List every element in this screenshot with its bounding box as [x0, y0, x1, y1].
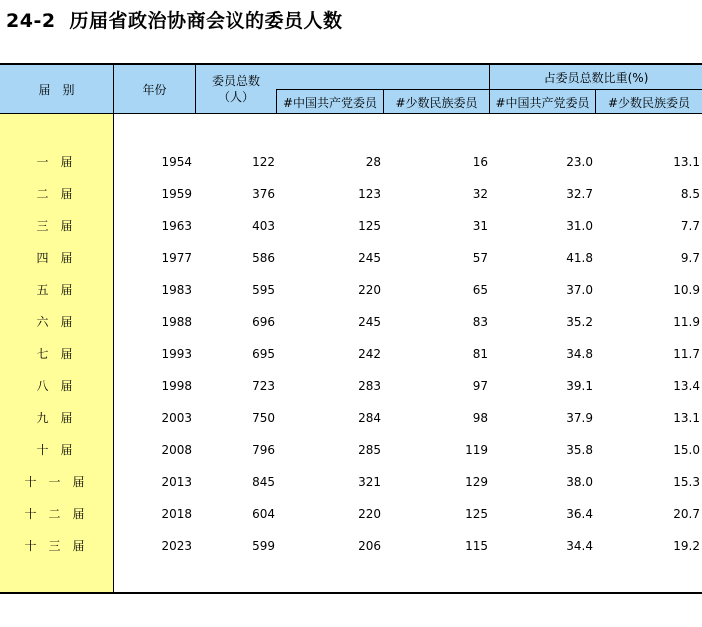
- header-share-label: 占委员总数比重(%): [543, 70, 649, 85]
- bottom-rule: [0, 592, 702, 594]
- term-cell: 十二届: [24, 507, 97, 521]
- divider: [383, 90, 384, 114]
- minority-cell: 57: [472, 251, 488, 265]
- term-cell: 十届: [36, 443, 85, 457]
- cpc-pct-cell: 34.8: [566, 347, 593, 361]
- total-cell: 845: [252, 475, 275, 489]
- cpc-pct-cell: 41.8: [566, 251, 593, 265]
- cpc-cell: 242: [358, 347, 381, 361]
- cpc-pct-cell: 37.9: [566, 411, 593, 425]
- divider: [276, 89, 702, 90]
- minority-pct-cell: 7.7: [680, 219, 700, 233]
- header-cpc-pct-label: #中国共产党委员: [495, 95, 590, 110]
- table-title: 历届省政治协商会议的委员人数: [69, 10, 343, 32]
- table-row: [0, 370, 702, 402]
- header-share-group: [490, 65, 702, 89]
- table-row: [0, 338, 702, 370]
- cpc-cell: 220: [358, 283, 381, 297]
- minority-pct-cell: 8.5: [680, 187, 700, 201]
- cpc-cell: 245: [358, 251, 381, 265]
- divider: [195, 65, 196, 114]
- term-cell: 八届: [36, 379, 85, 393]
- total-cell: 696: [252, 315, 275, 329]
- year-cell: 2003: [161, 411, 192, 425]
- cpc-cell: 206: [358, 539, 381, 553]
- cpc-pct-cell: 31.0: [566, 219, 593, 233]
- year-cell: 1954: [161, 155, 192, 169]
- total-cell: 599: [252, 539, 275, 553]
- header-total: [196, 69, 276, 109]
- table-row: [0, 498, 702, 530]
- cpc-cell: 245: [358, 315, 381, 329]
- cpc-cell: 283: [358, 379, 381, 393]
- header-term-label: 届 别: [38, 83, 75, 97]
- cpc-cell: 321: [358, 475, 381, 489]
- table-number: 24-2: [6, 10, 56, 32]
- year-cell: 1959: [161, 187, 192, 201]
- minority-cell: 98: [472, 411, 488, 425]
- total-cell: 723: [252, 379, 275, 393]
- minority-pct-cell: 11.9: [673, 315, 700, 329]
- minority-cell: 129: [465, 475, 488, 489]
- cpc-pct-cell: 23.0: [566, 155, 593, 169]
- year-cell: 2013: [161, 475, 192, 489]
- total-cell: 376: [252, 187, 275, 201]
- table-row: [0, 274, 702, 306]
- table-row: [0, 242, 702, 274]
- minority-pct-cell: 10.9: [673, 283, 700, 297]
- header-minority: [384, 90, 489, 114]
- header-cpc: [277, 90, 383, 114]
- minority-pct-cell: 13.1: [673, 155, 700, 169]
- header-term: [0, 65, 113, 114]
- header-minority-pct-label: #少数民族委员: [607, 95, 691, 110]
- term-cell: 十三届: [24, 539, 97, 553]
- cpc-pct-cell: 34.4: [566, 539, 593, 553]
- cpc-pct-cell: 39.1: [566, 379, 593, 393]
- minority-pct-cell: 15.3: [673, 475, 700, 489]
- table-row: [0, 402, 702, 434]
- term-cell: 四届: [36, 251, 85, 265]
- cpc-cell: 220: [358, 507, 381, 521]
- term-cell: 七届: [36, 347, 85, 361]
- header-minority-pct: [596, 90, 702, 114]
- total-cell: 796: [252, 443, 275, 457]
- divider: [113, 65, 114, 114]
- total-cell: 595: [252, 283, 275, 297]
- table-header: [0, 65, 702, 114]
- page-title: [6, 6, 343, 33]
- header-year: [114, 65, 195, 114]
- cpc-pct-cell: 35.2: [566, 315, 593, 329]
- total-cell: 750: [252, 411, 275, 425]
- cpc-pct-cell: 35.8: [566, 443, 593, 457]
- total-cell: 122: [252, 155, 275, 169]
- cpc-cell: 284: [358, 411, 381, 425]
- year-cell: 2023: [161, 539, 192, 553]
- minority-cell: 115: [465, 539, 488, 553]
- term-cell: 五届: [36, 283, 85, 297]
- year-cell: 1963: [161, 219, 192, 233]
- minority-pct-cell: 20.7: [673, 507, 700, 521]
- table-row: [0, 178, 702, 210]
- cpc-cell: 285: [358, 443, 381, 457]
- year-cell: 1993: [161, 347, 192, 361]
- minority-cell: 65: [472, 283, 488, 297]
- table-row: [0, 210, 702, 242]
- divider: [595, 90, 596, 114]
- year-cell: 1998: [161, 379, 192, 393]
- table-row: [0, 306, 702, 338]
- minority-pct-cell: 19.2: [673, 539, 700, 553]
- year-cell: 1988: [161, 315, 192, 329]
- header-total-label: 委员总数: [211, 74, 260, 88]
- cpc-pct-cell: 36.4: [566, 507, 593, 521]
- table-row: [0, 146, 702, 178]
- cpc-cell: 123: [358, 187, 381, 201]
- header-cpc-pct: [490, 90, 595, 114]
- term-cell: 九届: [36, 411, 85, 425]
- term-cell: 一届: [36, 155, 85, 169]
- cpc-cell: 125: [358, 219, 381, 233]
- minority-cell: 119: [465, 443, 488, 457]
- cpc-cell: 28: [365, 155, 381, 169]
- term-cell: 六届: [36, 315, 85, 329]
- minority-pct-cell: 13.1: [673, 411, 700, 425]
- table-row: [0, 434, 702, 466]
- term-cell: 三届: [36, 219, 85, 233]
- minority-cell: 31: [472, 219, 488, 233]
- minority-cell: 32: [472, 187, 488, 201]
- minority-cell: 81: [472, 347, 488, 361]
- minority-pct-cell: 13.4: [673, 379, 700, 393]
- header-total-unit: （人）: [217, 90, 254, 104]
- minority-pct-cell: 9.7: [680, 251, 700, 265]
- cpc-pct-cell: 37.0: [566, 283, 593, 297]
- cpc-pct-cell: 32.7: [566, 187, 593, 201]
- minority-pct-cell: 11.7: [673, 347, 700, 361]
- table-row: [0, 466, 702, 498]
- year-cell: 2018: [161, 507, 192, 521]
- minority-cell: 97: [472, 379, 488, 393]
- header-cpc-label: #中国共产党委员: [282, 95, 378, 110]
- term-cell: 二届: [36, 187, 85, 201]
- minority-cell: 83: [472, 315, 488, 329]
- total-cell: 604: [252, 507, 275, 521]
- year-cell: 2008: [161, 443, 192, 457]
- minority-cell: 125: [465, 507, 488, 521]
- term-cell: 十一届: [24, 475, 97, 489]
- year-cell: 1983: [161, 283, 192, 297]
- total-cell: 586: [252, 251, 275, 265]
- cpc-pct-cell: 38.0: [566, 475, 593, 489]
- year-cell: 1977: [161, 251, 192, 265]
- header-minority-label: #少数民族委员: [395, 95, 478, 110]
- table-row: [0, 530, 702, 562]
- header-year-label: 年份: [142, 83, 167, 97]
- minority-cell: 16: [472, 155, 488, 169]
- total-cell: 695: [252, 347, 275, 361]
- minority-pct-cell: 15.0: [673, 443, 700, 457]
- divider: [276, 90, 277, 114]
- total-cell: 403: [252, 219, 275, 233]
